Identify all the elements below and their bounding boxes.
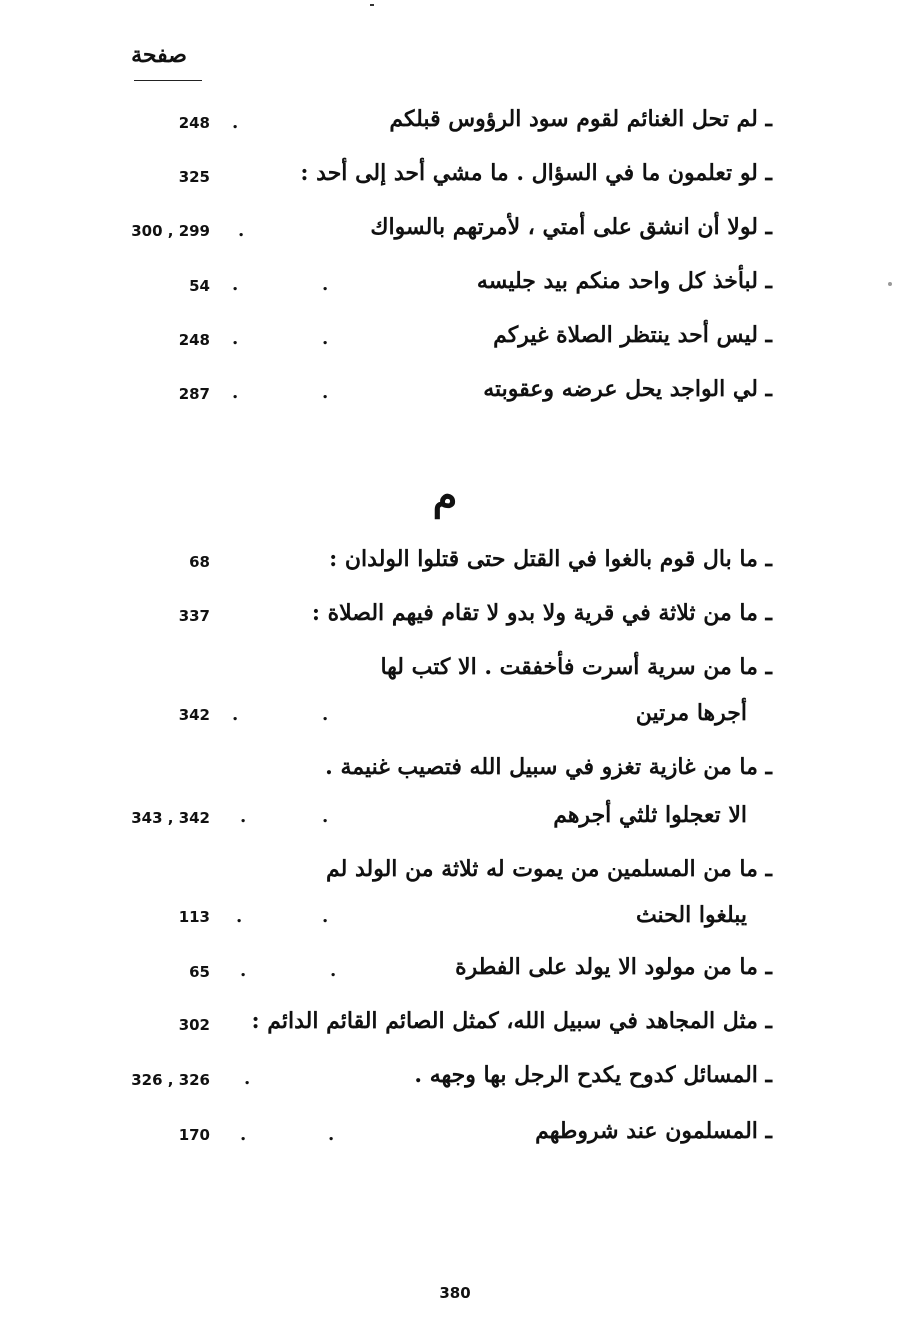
entry-page-ref: 342 — [178, 706, 210, 724]
leader-dot: . — [240, 1124, 247, 1145]
entry-text: ـ مثل المجاهد في سبيل الله، كمثل الصائم القائم الدائم : — [251, 1008, 772, 1034]
entry-text: ـ المسائل كدوح يكدح الرجل بها وجهه . — [414, 1062, 772, 1088]
leader-dot: . — [240, 960, 247, 981]
leader-dot: . — [322, 382, 329, 403]
entry-page-ref: 113 — [178, 908, 210, 926]
entry-text-continuation: يبلغوا الحنث — [635, 902, 747, 928]
leader-dot: . — [232, 112, 239, 133]
entry-page-ref: 337 — [178, 607, 210, 625]
entry-page-ref: 300 , 299 — [131, 222, 210, 240]
entry-page-ref: 68 — [189, 553, 210, 571]
entry-text: ـ لم تحل الغنائم لقوم سود الرؤوس قبلكم — [389, 106, 772, 132]
leader-dot: . — [240, 806, 247, 827]
entry-page-ref: 326 , 326 — [131, 1071, 210, 1089]
page-number: 380 — [439, 1284, 471, 1302]
entry-text: ـ المسلمون عند شروطهم — [535, 1118, 772, 1144]
entry-page-ref: 343 , 342 — [131, 809, 210, 827]
entry-text-continuation: أجرها مرتين — [635, 700, 747, 726]
entry-text: ـ ما من مولود الا يولد على الفطرة — [455, 954, 772, 980]
leader-dot: . — [330, 960, 337, 981]
entry-page-ref: 325 — [178, 168, 210, 186]
leader-dot: . — [232, 274, 239, 295]
leader-dot: . — [232, 382, 239, 403]
entry-page-ref: 54 — [189, 277, 210, 295]
leader-dot: . — [328, 1124, 335, 1145]
entry-text: ـ ليس أحد ينتظر الصلاة غيركم — [493, 322, 772, 348]
entry-text-continuation: الا تعجلوا ثلثي أجرهم — [553, 802, 747, 828]
entry-text: ـ ما من سرية أسرت فأخفقت . الا كتب لها — [380, 654, 772, 680]
entry-text: ـ ما من المسلمين من يموت له ثلاثة من الولد لم — [325, 856, 772, 882]
leader-dot: . — [238, 220, 245, 241]
entry-text: ـ لي الواجد يحل عرضه وعقوبته — [483, 376, 772, 402]
leader-dot: . — [322, 906, 329, 927]
entry-text: ـ لو تعلمون ما في السؤال . ما مشي أحد إلى أحد : — [300, 160, 772, 186]
entry-page-ref: 170 — [178, 1126, 210, 1144]
entry-page-ref: 287 — [178, 385, 210, 403]
entry-page-ref: 302 — [178, 1016, 210, 1034]
leader-dot: . — [236, 906, 243, 927]
entry-page-ref: 65 — [189, 963, 210, 981]
leader-dot: . — [322, 704, 329, 725]
entry-page-ref: 248 — [178, 114, 210, 132]
leader-dot: . — [244, 1068, 251, 1089]
page-column-header: صفحة — [131, 42, 187, 68]
entry-text: ـ ما بال قوم بالغوا في القتل حتى قتلوا الولدان : — [329, 546, 772, 572]
leader-dot: . — [232, 328, 239, 349]
leader-dot: . — [322, 806, 329, 827]
section-letter-heading: م — [432, 472, 458, 519]
entry-text: ـ ما من ثلاثة في قرية ولا بدو لا تقام فيهم الصلاة : — [311, 600, 772, 626]
leader-dot: . — [322, 274, 329, 295]
leader-dot: . — [232, 704, 239, 725]
leader-dot: . — [322, 328, 329, 349]
entry-page-ref: 248 — [178, 331, 210, 349]
entry-text: ـ لولا أن انشق على أمتي ، لأمرتهم بالسواك — [370, 214, 772, 240]
entry-text: ـ لبأخذ كل واحد منكم بيد جليسه — [476, 268, 772, 294]
entry-text: ـ ما من غازية تغزو في سبيل الله فتصيب غنيمة . — [325, 754, 772, 780]
